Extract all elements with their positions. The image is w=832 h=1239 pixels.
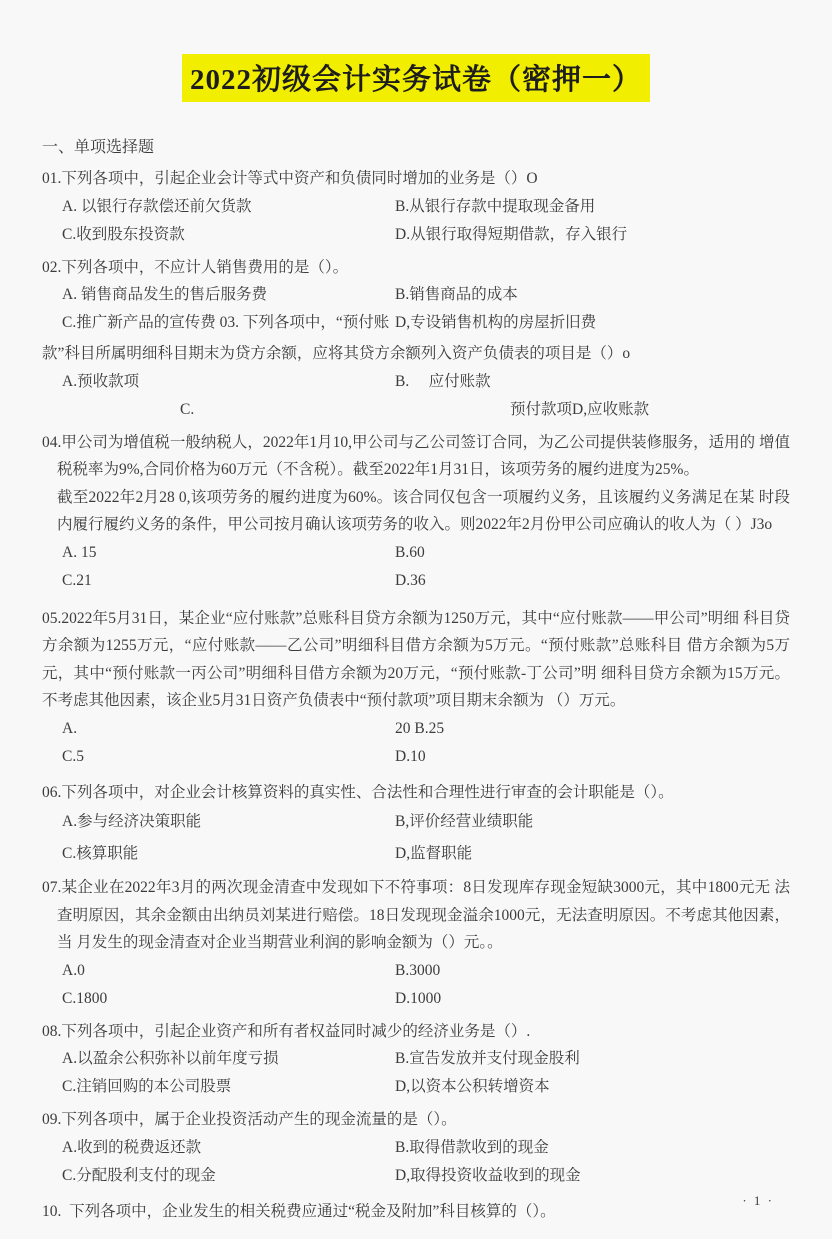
option-b: 20 B.25 — [395, 719, 445, 737]
option-row — [42, 1162, 790, 1190]
question-text: 04.甲公司为增值税一般纳税人，2022年1月10,甲公司与乙公司签订合同，为乙公司提供装修服务，适用的 增值税税率为9%,合同价格为60万元（不含税）。截至2022年1月31日，该项劳务的履约进度为25%。 — [42, 433, 790, 478]
question-01 — [42, 165, 790, 249]
option-row — [42, 743, 790, 771]
option-a: A. — [62, 719, 78, 737]
option-c: C.核算职能 — [62, 844, 139, 862]
option-a: A.0 — [62, 961, 85, 979]
question-09 — [42, 1106, 790, 1190]
option-row-merged-q03 — [42, 309, 790, 337]
question-text: 01.下列各项中，引起企业会计等式中资产和负债同时增加的业务是（）O — [42, 170, 538, 187]
option-row — [42, 539, 790, 567]
option-d: D,取得投资收益收到的现金 — [395, 1166, 581, 1184]
page-title: 2022初级会计实务试卷（密押一） — [182, 54, 650, 102]
option-d: D,以资本公积转增资本 — [395, 1078, 550, 1095]
option-c: C.1800 — [62, 989, 108, 1007]
option-row — [42, 396, 790, 424]
option-row — [42, 281, 790, 309]
question-10 — [42, 1198, 790, 1226]
question-text: 06.下列各项中，对企业会计核算资料的真实性、合法性和合理性进行审查的会计职能是（）。 — [42, 783, 674, 801]
option-c: C.分配股利支付的现金 — [62, 1166, 216, 1184]
question-03 — [42, 340, 790, 424]
option-row — [42, 368, 790, 396]
question-text: 09.下列各项中，属于企业投资活动产生的现金流量的是（）。 — [42, 1111, 457, 1128]
option-d: D.10 — [395, 747, 426, 765]
option-row — [42, 1045, 790, 1073]
question-text: 08.下列各项中，引起企业资产和所有者权益同时减少的经济业务是（）. — [42, 1022, 531, 1040]
option-a: A. 销售商品发生的售后服务费 — [62, 286, 267, 303]
option-c: C. — [180, 400, 195, 418]
page-number: · 1 · — [742, 1193, 774, 1208]
option-row — [42, 806, 790, 838]
option-c: C.5 — [62, 747, 84, 765]
option-d: D,监督职能 — [395, 844, 473, 862]
option-row — [42, 957, 790, 985]
option-a: A.以盈余公积弥补以前年度亏损 — [62, 1050, 279, 1067]
question-text: 05.2022年5月31日，某企业“应付账款”总账科目贷方余额为1250万元，其中“应付账款——甲公司”明细 科目贷方余额为1255万元，“应付账款——乙公司”明细科目借方余额为5万元。“预付账款”总账科目 借方余额为5万元，其中“预付账款一丙公司”明细科目借方余额为20万元，“预付账款-丁公司”明 细科目贷方余额为15万元。不考虑其他因素，该企业5月31日资产负债表中“预付款项”项目期末余额为 （）万元。 — [42, 609, 790, 709]
question-05 — [42, 605, 790, 771]
question-text: 截至2022年2月28 0,该项劳务的履约进度为60%。该合同仅包含一项履约义务，且该履约义务满足在某 时段内履行履约义务的条件，甲公司按月确认该项劳务的收入。则2022年2月份甲公司应确认的收人为（ ）J3o — [57, 488, 790, 533]
option-d: 预付款项D,应收账款 — [510, 400, 650, 418]
option-d: D.从银行取得短期借款，存入银行 — [395, 225, 628, 243]
option-row — [42, 838, 790, 870]
title-wrap — [42, 54, 790, 102]
option-row — [42, 985, 790, 1013]
option-b: B.3000 — [395, 961, 441, 979]
section-heading: 一、单项选择题 — [42, 139, 155, 156]
question-06 — [42, 779, 790, 870]
option-row — [42, 1134, 790, 1162]
option-b: B. 应付账款 — [395, 372, 491, 390]
option-a: A. 15 — [62, 543, 97, 561]
option-b: B.从银行存款中提取现金备用 — [395, 197, 596, 215]
option-b: B.取得借款收到的现金 — [395, 1138, 549, 1156]
option-a: A.参与经济决策职能 — [62, 813, 202, 830]
option-b: B.60 — [395, 543, 425, 561]
question-02 — [42, 254, 790, 338]
option-c: C.21 — [62, 571, 92, 589]
question-text: 10. 下列各项中，企业发生的相关税费应通过“税金及附加”科目核算的（）。 — [42, 1202, 556, 1220]
option-d: D.36 — [395, 571, 426, 589]
question-07 — [42, 874, 790, 1013]
option-c: C.注销回购的本公司股票 — [62, 1078, 232, 1095]
question-04 — [42, 429, 790, 595]
option-b: B.宣告发放并支付现金股利 — [395, 1050, 580, 1067]
option-row — [42, 193, 790, 221]
option-c-and-q03-start: C.推广新产品的宣传费 03. 下列各项中，“预付账 — [62, 314, 390, 331]
question-text-continuation: 款”科目所属明细科目期末为贷方余额，应将其贷方余额列入资产负债表的项目是（）o — [42, 345, 631, 362]
option-a: A.预收款项 — [62, 372, 140, 390]
option-row — [42, 221, 790, 249]
option-row — [42, 1073, 790, 1101]
option-c: C.收到股东投资款 — [62, 225, 185, 243]
question-text: 07.某企业在2022年3月的两次现金清查中发现如下不符事项：8日发现库存现金短缺3000元，其中1800元无 法查明原因，其余金额由出纳员刘某进行赔偿。18日发现现金溢余1000元，无法查明原因。不考虑其他因素，当 月发生的现金清查对企业当期营业利润的影响金额为（）元。。 — [42, 879, 790, 951]
option-b: B.销售商品的成本 — [395, 286, 518, 303]
option-d: D.1000 — [395, 989, 442, 1007]
option-row — [42, 715, 790, 743]
option-row — [42, 567, 790, 595]
question-text: 02.下列各项中，不应计人销售费用的是（）。 — [42, 258, 349, 276]
option-b: B,评价经营业绩职能 — [395, 813, 534, 830]
option-d: D,专设销售机构的房屋折旧费 — [395, 314, 597, 331]
option-a: A. 以银行存款偿还前欠货款 — [62, 197, 252, 215]
option-a: A.收到的税费返还款 — [62, 1138, 202, 1156]
question-08 — [42, 1018, 790, 1102]
